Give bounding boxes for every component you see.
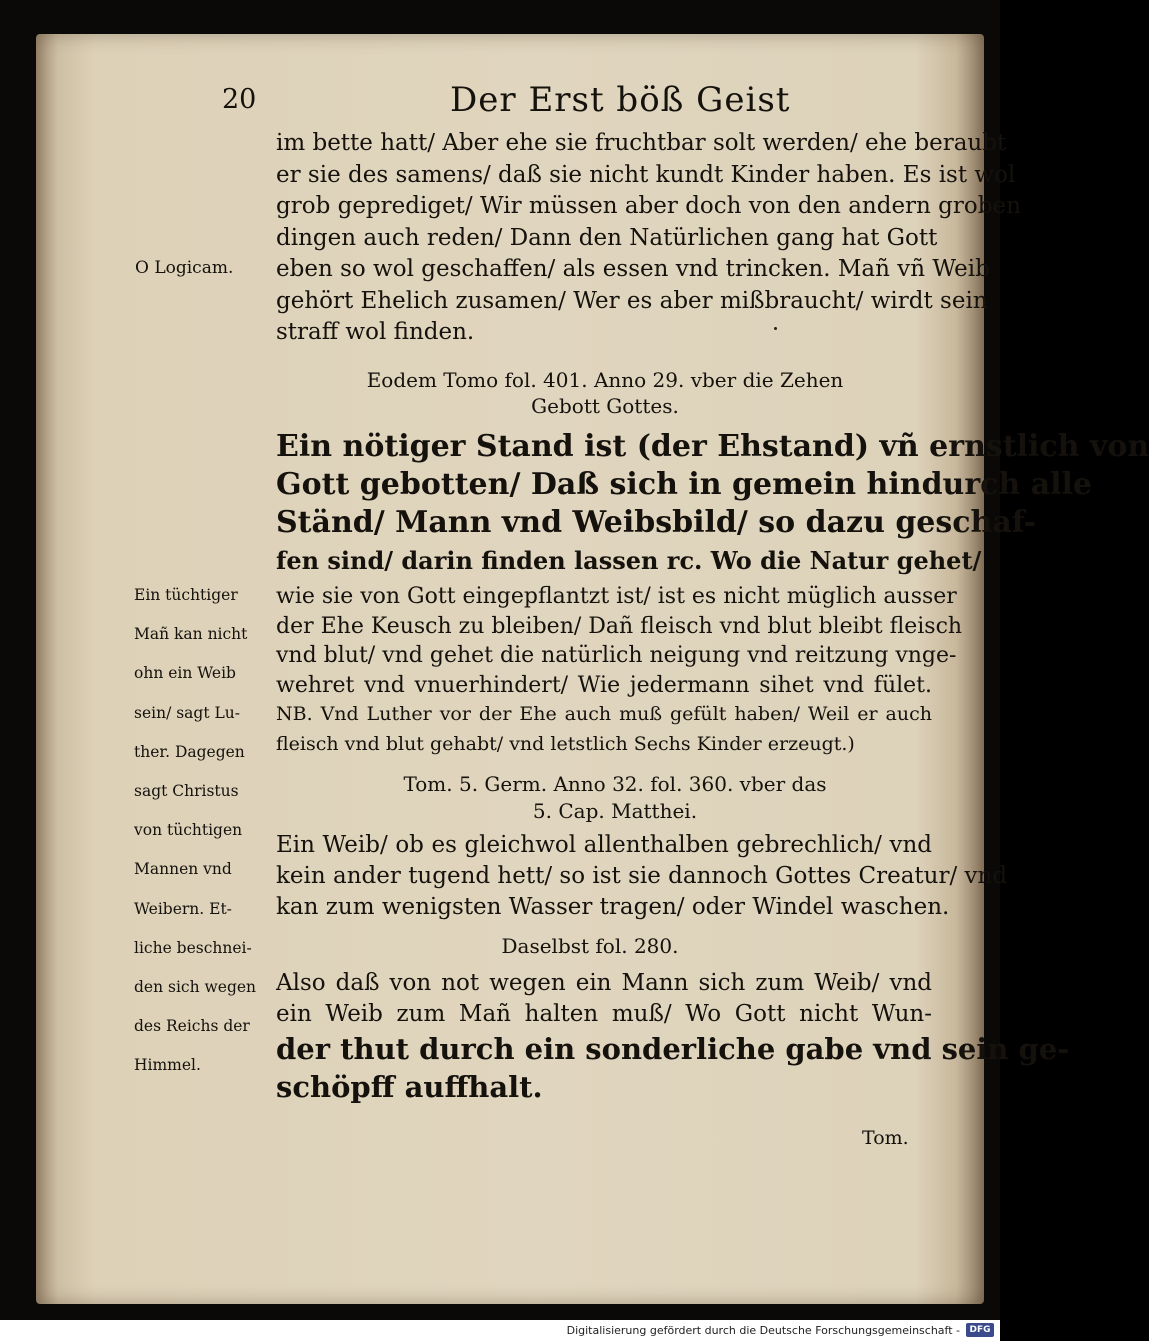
text-line: fleisch vnd blut gehabt/ vnd letstlich Sechs Kinder erzeugt.)	[276, 732, 855, 755]
text-line: ein Weib zum Mañ halten muß/ Wo Gott nicht Wun-	[276, 1001, 932, 1027]
margin-line: ther. Dagegen	[134, 742, 245, 761]
text-line: wie sie von Gott eingepflantzt ist/ ist es nicht müglich ausser	[276, 584, 957, 609]
paragraph-3	[276, 582, 963, 759]
margin-line: Weibern. Et-	[134, 899, 232, 918]
citation-heading-2: Tom. 5. Germ. Anno 32. fol. 360. vber das	[403, 772, 827, 796]
ink-speck	[774, 327, 777, 330]
margin-line: liche beschnei-	[134, 938, 252, 957]
text-line: fen sind/ darin finden lassen rc. Wo die Natur gehet/	[276, 546, 982, 575]
margin-line: sagt Christus	[134, 781, 239, 800]
margin-line: ohn ein Weib	[134, 664, 236, 683]
text-line: gehört Ehelich zusamen/ Wer es aber mißbraucht/ wirdt sein	[276, 287, 988, 314]
text-line: eben so wol geschaffen/ als essen vnd trincken. Mañ vñ Weib	[276, 256, 990, 282]
paragraph-5	[276, 968, 1070, 1106]
text-line: der thut durch ein sonderliche gabe vnd sein ge-	[276, 1032, 1070, 1066]
margin-line: Himmel.	[134, 1056, 201, 1075]
text-line: grob geprediget/ Wir müssen aber doch von den andern groben	[276, 193, 1021, 219]
text-line: schöpff auffhalt.	[276, 1070, 543, 1104]
text-line: kein ander tugend hett/ so ist sie dannoch Gottes Creatur/ vnd	[276, 863, 1008, 889]
text-line: NB. Vnd Luther vor der Ehe auch muß gefült haben/ Weil er auch	[276, 703, 932, 725]
paragraph-2	[276, 428, 1149, 580]
margin-note-logicam: O Logicam.	[135, 258, 234, 278]
catchword: Tom.	[862, 1127, 909, 1149]
dfg-credit-text: Digitalisierung gefördert durch die Deutsche Forschungsgemeinschaft -	[566, 1324, 960, 1337]
text-line: dingen auch reden/ Dann den Natürlichen gang hat Gott	[276, 224, 938, 251]
margin-note-luther	[134, 586, 266, 1076]
text-line: straff wol finden.	[276, 319, 475, 345]
margin-line: des Reichs der	[134, 1017, 250, 1036]
margin-line: Mannen vnd	[134, 860, 232, 879]
citation-heading-1: Eodem Tomo fol. 401. Anno 29. vber die Zehen	[366, 368, 844, 392]
text-line: Gott gebotten/ Daß sich in gemein hindurch alle	[276, 467, 1093, 502]
margin-line: Mañ kan nicht	[134, 625, 248, 644]
text-line: er sie des samens/ daß sie nicht kundt Kinder haben. Es ist wol	[276, 161, 1016, 188]
citation-heading-2-line2: 5. Cap. Matthei.	[532, 799, 698, 823]
text-line: Ein nötiger Stand ist (der Ehstand) vñ ernstlich von	[276, 429, 1149, 464]
margin-line: von tüchtigen	[134, 821, 243, 840]
citation-heading-3: Daselbst fol. 280.	[501, 934, 679, 958]
margin-line: den sich wegen	[134, 977, 257, 996]
citation-heading-1-line2: Gebott Gottes.	[531, 394, 679, 418]
text-line: vnd blut/ vnd gehet die natürlich neigung vnd reitzung vnge-	[276, 643, 957, 668]
digitization-footer	[0, 1320, 1000, 1341]
margin-line: sein/ sagt Lu-	[134, 703, 241, 722]
margin-line: Ein tüchtiger	[134, 586, 238, 604]
text-line: der Ehe Keusch zu bleiben/ Dañ fleisch vnd blut bleibt fleisch	[276, 613, 963, 639]
text-line: Ständ/ Mann vnd Weibsbild/ so dazu geschaf-	[276, 505, 1037, 540]
running-head: Der Erst böß Geist	[450, 80, 791, 120]
dfg-logo: DFG	[966, 1323, 994, 1337]
page-number: 20	[222, 84, 257, 115]
text-line: wehret vnd vnuerhindert/ Wie jedermann sihet vnd fület.	[276, 672, 932, 698]
paragraph-1	[276, 128, 1021, 349]
text-line: Also daß von not wegen ein Mann sich zum Weib/ vnd	[276, 970, 932, 996]
text-line: kan zum wenigsten Wasser tragen/ oder Windel waschen.	[276, 894, 950, 920]
paragraph-4	[276, 830, 1008, 923]
text-line: Ein Weib/ ob es gleichwol allenthalben gebrechlich/ vnd	[276, 832, 932, 858]
text-line: im bette hatt/ Aber ehe sie fruchtbar solt werden/ ehe beraubt	[276, 130, 1007, 156]
